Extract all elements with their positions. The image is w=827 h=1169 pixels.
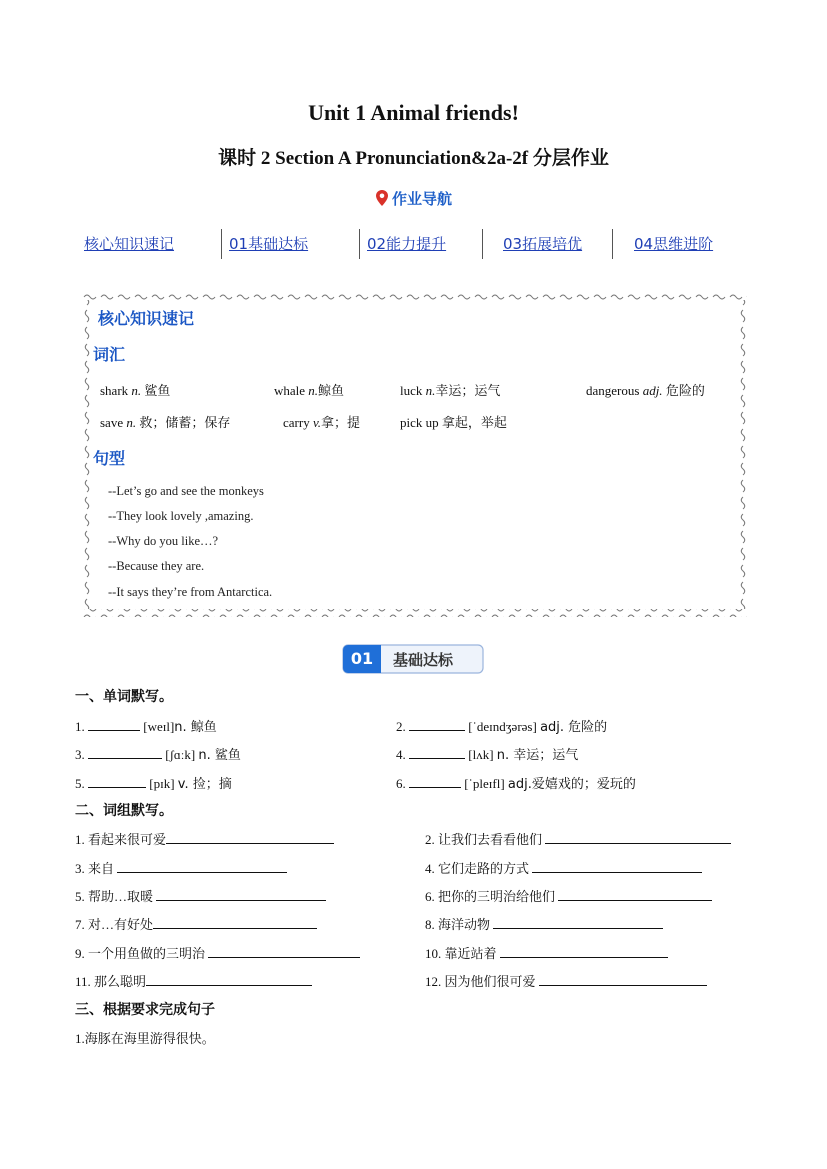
phrase-dictation-item: 8. 海洋动物: [425, 914, 663, 933]
phrase-dictation-item: 5. 帮助…取暖: [75, 886, 326, 905]
badge-label: 基础达标: [393, 651, 454, 669]
phrase-dictation-item: 9. 一个用鱼做的三明治: [75, 943, 360, 962]
section-badge-basic: [342, 644, 484, 674]
vocab-item-shark: shark n. 鲨鱼: [100, 383, 171, 399]
phrase-dictation-item: 7. 对…有好处: [75, 914, 317, 933]
part1-title: 一、单词默写。: [75, 689, 173, 705]
homework-nav-title: [0, 188, 827, 209]
nav-item-knowledge[interactable]: 核心知识速记: [84, 235, 175, 253]
word-dictation-item: 4. [lʌk] n. 幸运；运气: [396, 747, 579, 763]
answer-blank[interactable]: [545, 831, 731, 844]
nav-item-basic[interactable]: 01基础达标: [229, 235, 309, 253]
sentence-heading: 句型: [93, 449, 126, 468]
nav-divider: [482, 229, 483, 259]
vocab-item-luck: luck n.幸运；运气: [400, 383, 501, 399]
answer-blank[interactable]: [558, 888, 712, 901]
answer-blank[interactable]: [146, 973, 312, 986]
answer-blank[interactable]: [88, 718, 140, 731]
location-pin-icon: [375, 190, 389, 206]
word-dictation-item: 5. [pɪk] v. 捡；摘: [75, 776, 232, 792]
page-title: Unit 1 Animal friends!: [308, 100, 519, 125]
nav-title-text: 作业导航: [391, 190, 452, 208]
answer-blank[interactable]: [166, 831, 334, 844]
answer-blank[interactable]: [88, 746, 162, 759]
word-dictation-item: 3. [ʃɑːk] n. 鲨鱼: [75, 747, 241, 763]
vocab-item-pick-up: pick up 拿起，举起: [400, 415, 507, 431]
vocab-item-carry: carry v.拿；提: [283, 415, 361, 431]
sentence-item: --They look lovely ,amazing.: [108, 509, 254, 523]
nav-divider: [612, 229, 613, 259]
phrase-dictation-item: 3. 来自: [75, 858, 287, 877]
phrase-dictation-item: 1. 看起来很可爱: [75, 829, 334, 848]
phrase-dictation-item: 12. 因为他们很可爱: [425, 971, 707, 990]
answer-blank[interactable]: [532, 860, 702, 873]
knowledge-title: 核心知识速记: [98, 309, 195, 328]
sentence-item: --Because they are.: [108, 559, 205, 573]
answer-blank[interactable]: [153, 916, 317, 929]
badge-number: 01: [350, 649, 374, 668]
answer-blank[interactable]: [156, 888, 326, 901]
part2-title: 二、词组默写。: [75, 803, 173, 819]
nav-item-ability[interactable]: 02能力提升: [367, 235, 447, 253]
sentence-completion-item: 1.海豚在海里游得很快。: [75, 1031, 215, 1046]
nav-divider: [221, 229, 222, 259]
vocab-item-dangerous: dangerous adj. 危险的: [586, 383, 705, 399]
phrase-dictation-item: 4. 它们走路的方式: [425, 858, 702, 877]
answer-blank[interactable]: [493, 916, 663, 929]
word-dictation-item: 2. [ˈdeɪndʒərəs] adj. 危险的: [396, 719, 608, 735]
page-subtitle: 课时 2 Section A Pronunciation&2a-2f 分层作业: [218, 148, 609, 169]
phrase-dictation-item: 11. 那么聪明: [75, 971, 312, 990]
answer-blank[interactable]: [409, 746, 465, 759]
phrase-dictation-item: 2. 让我们去看看他们: [425, 829, 731, 848]
vocab-item-save: save n. 救；储蓄；保存: [100, 415, 231, 431]
answer-blank[interactable]: [117, 860, 287, 873]
nav-divider: [359, 229, 360, 259]
answer-blank[interactable]: [409, 775, 461, 788]
answer-blank[interactable]: [539, 973, 707, 986]
nav-item-thinking[interactable]: 04思维进阶: [634, 235, 714, 253]
sentence-item: --It says they’re from Antarctica.: [108, 585, 273, 599]
nav-item-extension[interactable]: 03拓展培优: [503, 235, 583, 253]
answer-blank[interactable]: [88, 775, 146, 788]
vocab-item-whale: whale n.鲸鱼: [274, 383, 345, 399]
word-dictation-item: 6. [ˈpleɪfl] adj.爱嬉戏的；爱玩的: [396, 776, 636, 792]
word-dictation-item: 1. [weɪl]n. 鲸鱼: [75, 719, 217, 735]
vocab-heading: 词汇: [93, 345, 126, 364]
phrase-dictation-item: 6. 把你的三明治给他们: [425, 886, 712, 905]
knowledge-box: [83, 292, 747, 617]
answer-blank[interactable]: [409, 718, 465, 731]
homework-nav: [78, 229, 758, 259]
sentence-item: --Why do you like…?: [108, 534, 219, 548]
answer-blank[interactable]: [208, 945, 360, 958]
answer-blank[interactable]: [500, 945, 668, 958]
phrase-dictation-item: 10. 靠近站着: [425, 943, 668, 962]
part3-title: 三、根据要求完成句子: [75, 1002, 215, 1018]
sentence-item: --Let’s go and see the monkeys: [108, 484, 264, 498]
